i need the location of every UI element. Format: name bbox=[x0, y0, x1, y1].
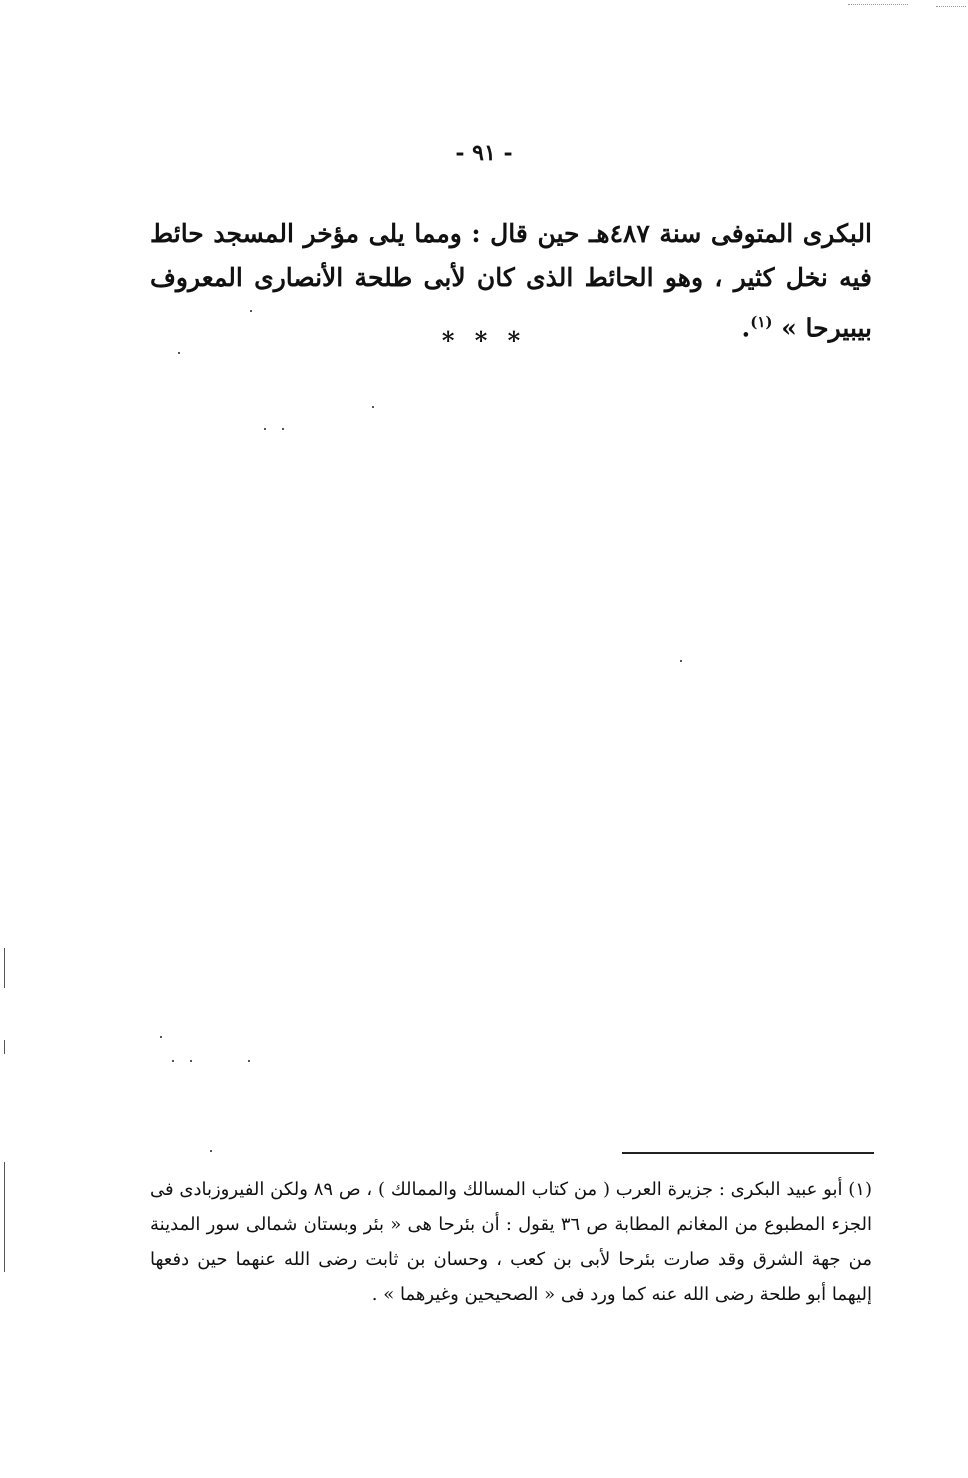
section-separator: * * * bbox=[441, 326, 527, 355]
scan-edge-mark bbox=[4, 948, 5, 988]
scan-speck bbox=[264, 428, 266, 430]
scan-edge-mark bbox=[4, 1040, 5, 1054]
scan-artifact bbox=[848, 4, 908, 5]
page-number: - ٩١ - bbox=[455, 140, 513, 166]
scan-speck bbox=[248, 1060, 250, 1062]
scan-speck bbox=[210, 1150, 212, 1152]
body-text: البكرى المتوفى سنة ٤٨٧هـ حين قال : ومما يلى مؤخر المسجد حائط فيه نخل كثير ، وهو الحائط الذى كان لأبى طلحة الأنصارى المعروف بيبيرحا » bbox=[150, 219, 873, 343]
scan-speck bbox=[190, 1060, 192, 1062]
scan-speck bbox=[250, 310, 252, 312]
footnote: (١) أبو عبيد البكرى : جزيرة العرب ( من كتاب المسالك والممالك ) ، ص ٨٩ ولكن الفيروزبادى فى الجزء المطبوع من المغانم المطابة ص ٣٦ يقول : أن بئرحا هى « بئر وبستان شمالى سور المدينة من جهة الشرق وقد صارت بئرحا لأبى بن كعب ، وحسان بن ثابت رضى الله عنهما حين دفعها إليهما أبو طلحة رضى الله عنه كما ورد فى « الصحيحين وغيرهما » . bbox=[150, 1179, 872, 1305]
scan-speck bbox=[372, 406, 374, 408]
footnote-rule bbox=[622, 1152, 874, 1154]
scan-speck bbox=[160, 1036, 162, 1038]
scan-speck bbox=[172, 1060, 174, 1062]
body-end-punctuation: . bbox=[741, 313, 751, 343]
scan-speck bbox=[178, 352, 180, 354]
scan-speck bbox=[282, 428, 284, 430]
scan-edge-mark bbox=[4, 1162, 5, 1272]
scan-speck bbox=[680, 660, 682, 662]
scan-artifact bbox=[936, 6, 966, 7]
footnote-reference: (١) bbox=[750, 313, 773, 331]
